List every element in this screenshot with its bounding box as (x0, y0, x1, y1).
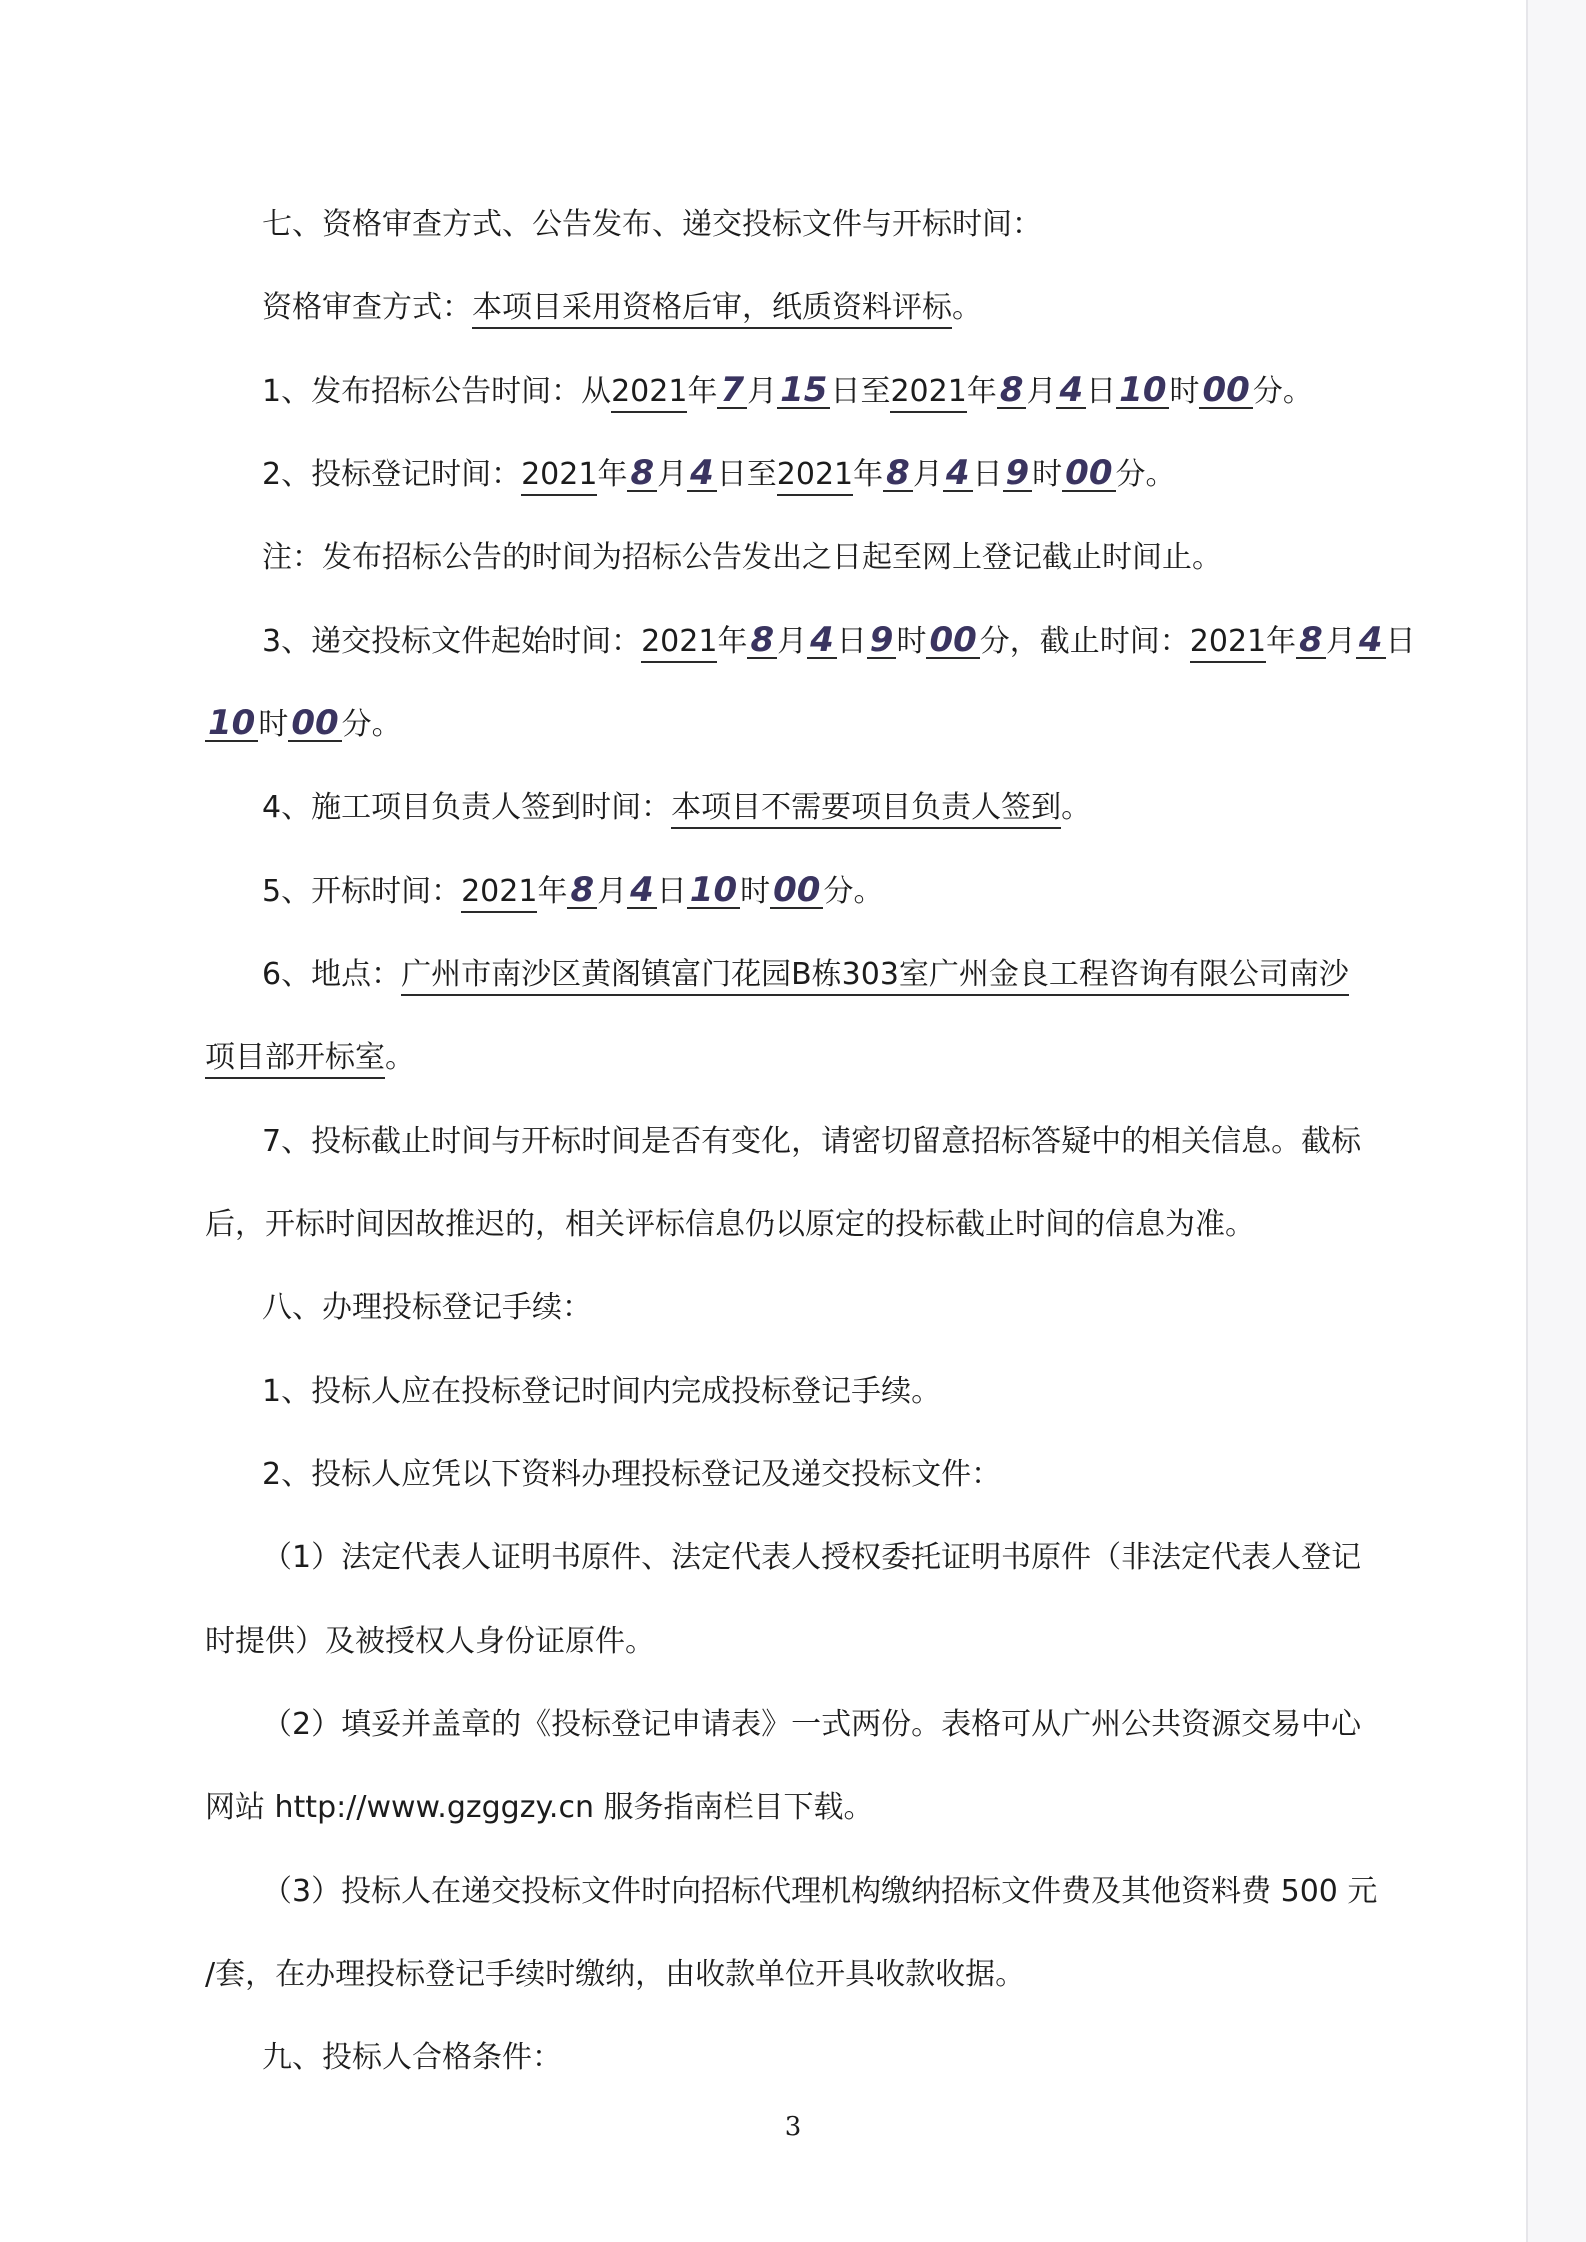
section-7-heading: 七、资格审查方式、公告发布、递交投标文件与开标时间： (262, 207, 1042, 242)
document-item-2: （2）填妥并盖章的《投标登记申请表》一式两份。表格可从广州公共资源交易中心 (262, 1707, 1362, 1742)
qualification-review-line: 资格审查方式：本项目采用资格后审，纸质资料评标。 (262, 288, 1586, 328)
notice-time-line: 1、发布招标公告时间：从2021年7 月15 日至2021年8 月4 日10 时00 分。 (262, 372, 1586, 412)
location-line-cont: 项目部开标室。 (205, 1038, 1586, 1078)
location-line: 6、地点：广州市南沙区黄阁镇富门花园B栋303室广州金良工程咨询有限公司南沙 (262, 955, 1586, 995)
document-item-1: （1）法定代表人证明书原件、法定代表人授权委托证明书原件（非法定代表人登记 (262, 1540, 1362, 1575)
section-9-heading: 九、投标人合格条件： (262, 2040, 562, 2075)
registration-item-2: 2、投标人应凭以下资料办理投标登记及递交投标文件： (262, 1457, 1002, 1492)
registration-time-line: 2、投标登记时间：2021年8 月4 日至2021年8 月4 日9 时00 分。 (262, 455, 1586, 495)
sign-in-line: 4、施工项目负责人签到时间：本项目不需要项目负责人签到。 (262, 788, 1586, 828)
document-item-1-cont: 时提供）及被授权人身份证原件。 (205, 1624, 655, 1659)
registration-item-1: 1、投标人应在投标登记时间内完成投标登记手续。 (262, 1374, 942, 1409)
submission-time-line-cont: 10 时00 分。 (205, 705, 1586, 745)
document-item-3-cont: /套，在办理投标登记手续时缴纳，由收款单位开具收款收据。 (205, 1957, 1026, 1992)
note-line: 注：发布招标公告的时间为招标公告发出之日起至网上登记截止时间止。 (262, 540, 1222, 575)
document-item-2-cont: 网站 http://www.gzggzy.cn 服务指南栏目下载。 (205, 1790, 874, 1825)
document-item-3: （3）投标人在递交投标文件时向招标代理机构缴纳招标文件费及其他资料费 500 元 (262, 1874, 1378, 1909)
submission-time-line: 3、递交投标文件起始时间：2021年8 月4 日9 时00 分，截止时间：2021年8 月4 日 (262, 622, 1586, 662)
deadline-change-line: 7、投标截止时间与开标时间是否有变化，请密切留意招标答疑中的相关信息。截标 (262, 1124, 1362, 1159)
opening-time-line: 5、开标时间：2021年8 月4 日10 时00 分。 (262, 872, 1586, 912)
deadline-change-line-cont: 后，开标时间因故推迟的，相关评标信息仍以原定的投标截止时间的信息为准。 (205, 1207, 1255, 1242)
page-number: 3 (784, 2112, 802, 2142)
section-8-heading: 八、办理投标登记手续： (262, 1290, 592, 1325)
